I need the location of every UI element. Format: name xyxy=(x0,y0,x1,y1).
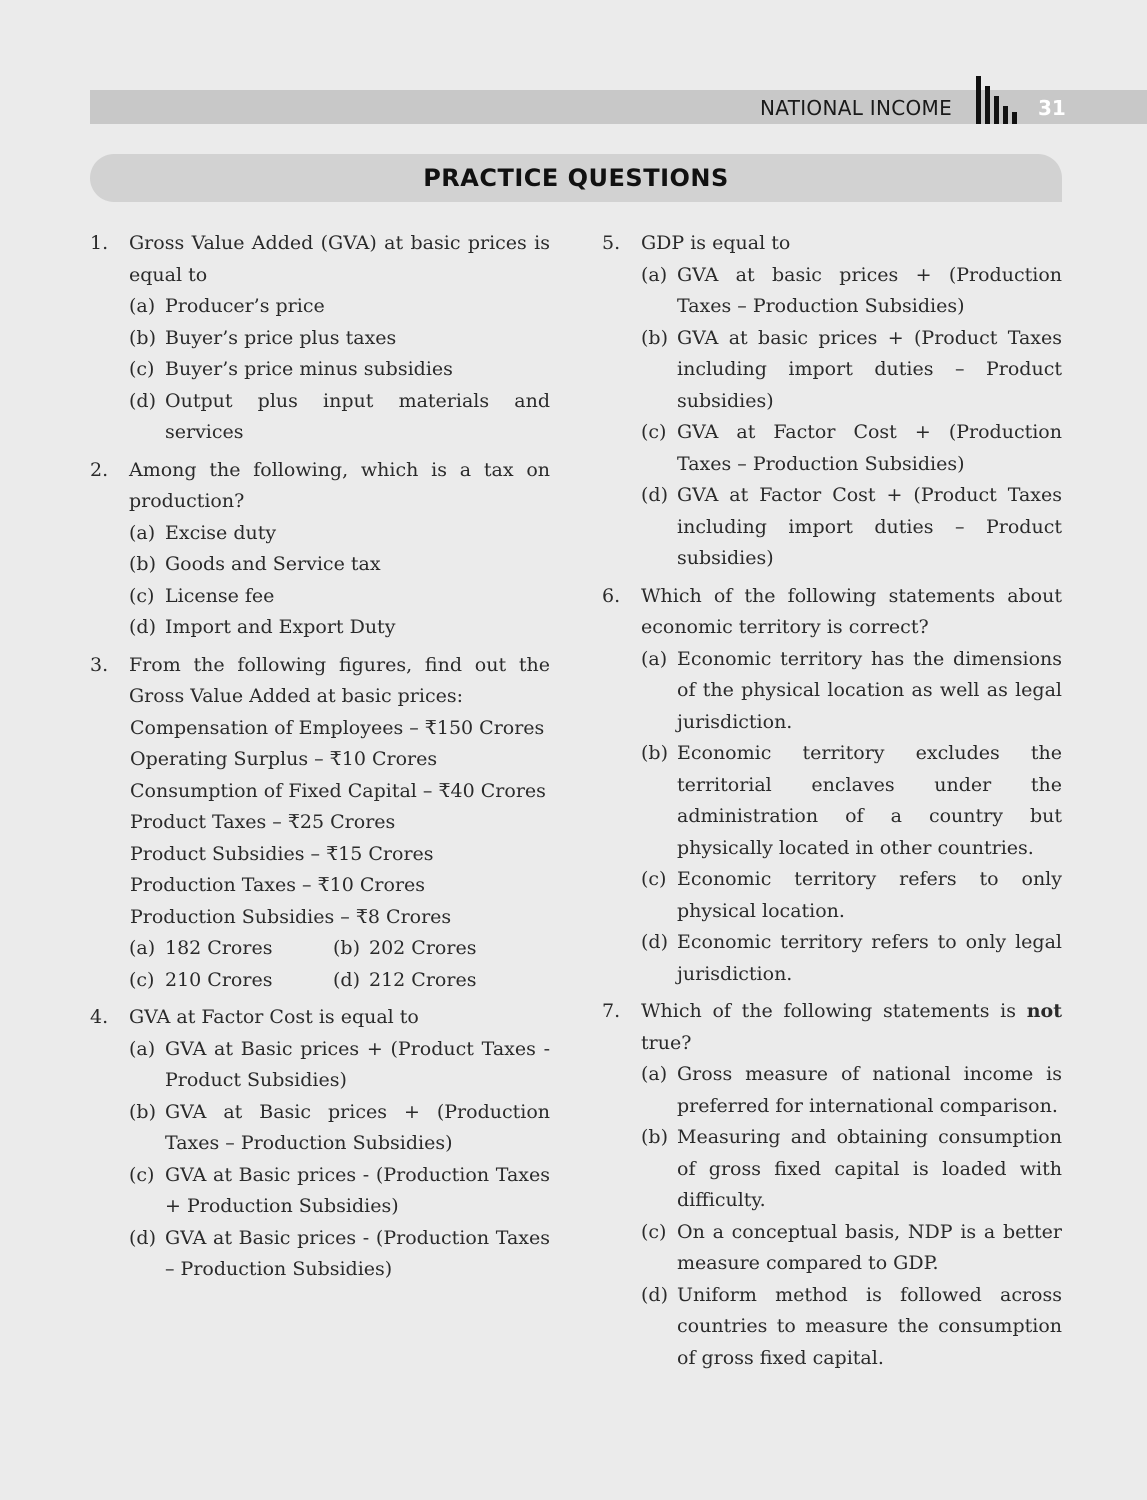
option-label: (a) xyxy=(641,1063,668,1085)
option-text: Uniform method is followed across countries to measure the consumption of gross fixed capital. xyxy=(677,1283,1062,1369)
option-label: (d) xyxy=(129,389,156,412)
left-column xyxy=(90,228,550,1292)
option-label: (c) xyxy=(129,968,155,991)
option-label: (d) xyxy=(641,484,668,506)
option-text: Buyer’s price plus taxes xyxy=(165,326,397,349)
option-text: GVA at Basic prices - (Production Taxes + Production Subsidies) xyxy=(165,1163,550,1217)
right-column xyxy=(602,228,1062,1380)
option-text: GVA at Basic prices + (Production Taxes – Production Subsidies) xyxy=(165,1100,550,1154)
option-label: (a) xyxy=(129,295,156,317)
question-4 xyxy=(90,1002,550,1286)
question-text: GDP is equal to xyxy=(641,232,791,254)
option xyxy=(90,518,550,550)
option-text: Import and Export Duty xyxy=(165,616,396,638)
option xyxy=(90,386,550,449)
option xyxy=(90,291,550,323)
question-text: From the following figures, find out the Gross Value Added at basic prices: xyxy=(129,653,550,707)
option-text: Economic territory refers to only physical location. xyxy=(677,868,1062,922)
option-label: (c) xyxy=(129,358,155,380)
figure-line: Compensation of Employees – ₹150 Crores xyxy=(130,716,545,739)
option xyxy=(602,1122,1062,1217)
option-label: (b) xyxy=(333,937,360,959)
option-text: GVA at basic prices + (Production Taxes – Production Subsidies) xyxy=(677,263,1062,317)
option-text: GVA at Factor Cost + (Product Taxes including import duties – Product subsidies) xyxy=(677,484,1062,569)
question-number: 2. xyxy=(90,458,109,481)
option-label: (b) xyxy=(129,553,156,575)
figure-line: Product Subsidies – ₹15 Crores xyxy=(130,842,434,865)
question-number: 3. xyxy=(90,653,109,676)
question-text: Which of the following statements about economic territory is correct? xyxy=(641,584,1062,638)
option-text: GVA at basic prices + (Product Taxes including import duties – Product subsidies) xyxy=(677,326,1062,412)
option-grid xyxy=(90,933,550,996)
question-text: Gross Value Added (GVA) at basic prices is equal to xyxy=(129,232,550,286)
option-label: (c) xyxy=(641,1220,667,1243)
option xyxy=(90,1097,550,1160)
option-text: Goods and Service tax xyxy=(165,553,381,575)
question-number: 5. xyxy=(602,232,621,254)
option xyxy=(129,933,333,965)
option xyxy=(90,581,550,613)
option-label: (b) xyxy=(129,326,156,349)
option-text: 210 Crores xyxy=(165,968,273,991)
option xyxy=(129,965,333,997)
option-label: (d) xyxy=(333,968,360,991)
option-label: (c) xyxy=(129,584,155,607)
option-label: (b) xyxy=(641,1126,668,1148)
option-label: (d) xyxy=(129,1226,156,1249)
question-number: 1. xyxy=(90,232,109,254)
option-label: (a) xyxy=(129,521,156,544)
option xyxy=(90,354,550,386)
option xyxy=(90,612,550,644)
option-text: On a conceptual basis, NDP is a better measure compared to GDP. xyxy=(677,1220,1062,1274)
option xyxy=(602,1059,1062,1122)
option-text: GVA at Factor Cost + (Production Taxes – Production Subsidies) xyxy=(677,421,1062,475)
option-text: Output plus input materials and services xyxy=(165,389,550,443)
option-label: (c) xyxy=(129,1163,155,1186)
option xyxy=(602,1217,1062,1280)
question-number: 6. xyxy=(602,584,621,607)
option xyxy=(602,260,1062,323)
figure-line: Production Subsidies – ₹8 Crores xyxy=(130,905,452,928)
option xyxy=(602,927,1062,990)
question-number: 7. xyxy=(602,1000,621,1022)
option-label: (a) xyxy=(129,1037,156,1060)
option-label: (b) xyxy=(129,1100,156,1123)
option-label: (c) xyxy=(641,868,667,890)
page-number: 31 xyxy=(1038,96,1066,120)
question-text xyxy=(641,996,1062,1059)
option-text: Economic territory has the dimensions of the physical location as well as legal jurisdiction. xyxy=(677,647,1062,733)
question-text-after: true? xyxy=(641,1031,692,1054)
option xyxy=(602,323,1062,418)
option-label: (d) xyxy=(641,931,668,953)
option-label: (d) xyxy=(129,616,156,638)
option-text: GVA at Basic prices + (Product Taxes - Product Subsidies) xyxy=(165,1037,550,1091)
option-text: GVA at Basic prices - (Production Taxes – Production Subsidies) xyxy=(165,1226,550,1280)
question-6 xyxy=(602,581,1062,991)
option-text: Economic territory excludes the territorial enclaves under the administration of a country but physically located in other countries. xyxy=(677,742,1062,859)
option xyxy=(602,480,1062,575)
question-7 xyxy=(602,996,1062,1374)
option-text: 212 Crores xyxy=(369,968,477,991)
option-label: (c) xyxy=(641,421,667,443)
option xyxy=(90,1034,550,1097)
question-text: GVA at Factor Cost is equal to xyxy=(129,1006,419,1028)
option-text: Gross measure of national income is preferred for international comparison. xyxy=(677,1063,1062,1117)
bar-chart-icon xyxy=(974,74,1024,126)
question-5 xyxy=(602,228,1062,575)
option xyxy=(333,933,550,965)
question-number: 4. xyxy=(90,1006,109,1028)
option-text: Economic territory refers to only legal jurisdiction. xyxy=(677,931,1062,985)
figure-line: Product Taxes – ₹25 Crores xyxy=(130,811,396,833)
option xyxy=(602,864,1062,927)
option xyxy=(90,1160,550,1223)
option-text: Excise duty xyxy=(165,521,277,544)
question-2 xyxy=(90,455,550,644)
option xyxy=(90,323,550,355)
option xyxy=(90,549,550,581)
option-label: (b) xyxy=(641,326,668,349)
option xyxy=(602,738,1062,864)
option-text: 202 Crores xyxy=(369,937,477,959)
option xyxy=(602,644,1062,739)
question-1 xyxy=(90,228,550,449)
option xyxy=(602,417,1062,480)
option-label: (a) xyxy=(641,263,668,286)
banner-title: PRACTICE QUESTIONS xyxy=(423,164,729,192)
option xyxy=(90,1223,550,1286)
option xyxy=(602,1280,1062,1375)
question-text: Among the following, which is a tax on production? xyxy=(129,458,550,512)
option-label: (a) xyxy=(129,937,156,959)
option-text: Producer’s price xyxy=(165,295,325,317)
question-3 xyxy=(90,650,550,997)
option-label: (d) xyxy=(641,1283,668,1306)
figure-line: Production Taxes – ₹10 Crores xyxy=(130,874,426,896)
option xyxy=(333,965,550,997)
option-text: Measuring and obtaining consumption of gross fixed capital is loaded with difficulty. xyxy=(677,1126,1062,1211)
question-text-before: Which of the following statements is xyxy=(641,1000,1027,1022)
section-title: NATIONAL INCOME xyxy=(760,96,953,120)
option-text: 182 Crores xyxy=(165,937,273,959)
figure-line: Consumption of Fixed Capital – ₹40 Crores xyxy=(130,779,546,802)
question-text-emphasis: not xyxy=(1026,1000,1062,1022)
option-text: License fee xyxy=(165,584,275,607)
option-label: (b) xyxy=(641,742,668,764)
figure-line: Operating Surplus – ₹10 Crores xyxy=(130,748,438,770)
option-label: (a) xyxy=(641,647,668,670)
option-text: Buyer’s price minus subsidies xyxy=(165,358,453,380)
